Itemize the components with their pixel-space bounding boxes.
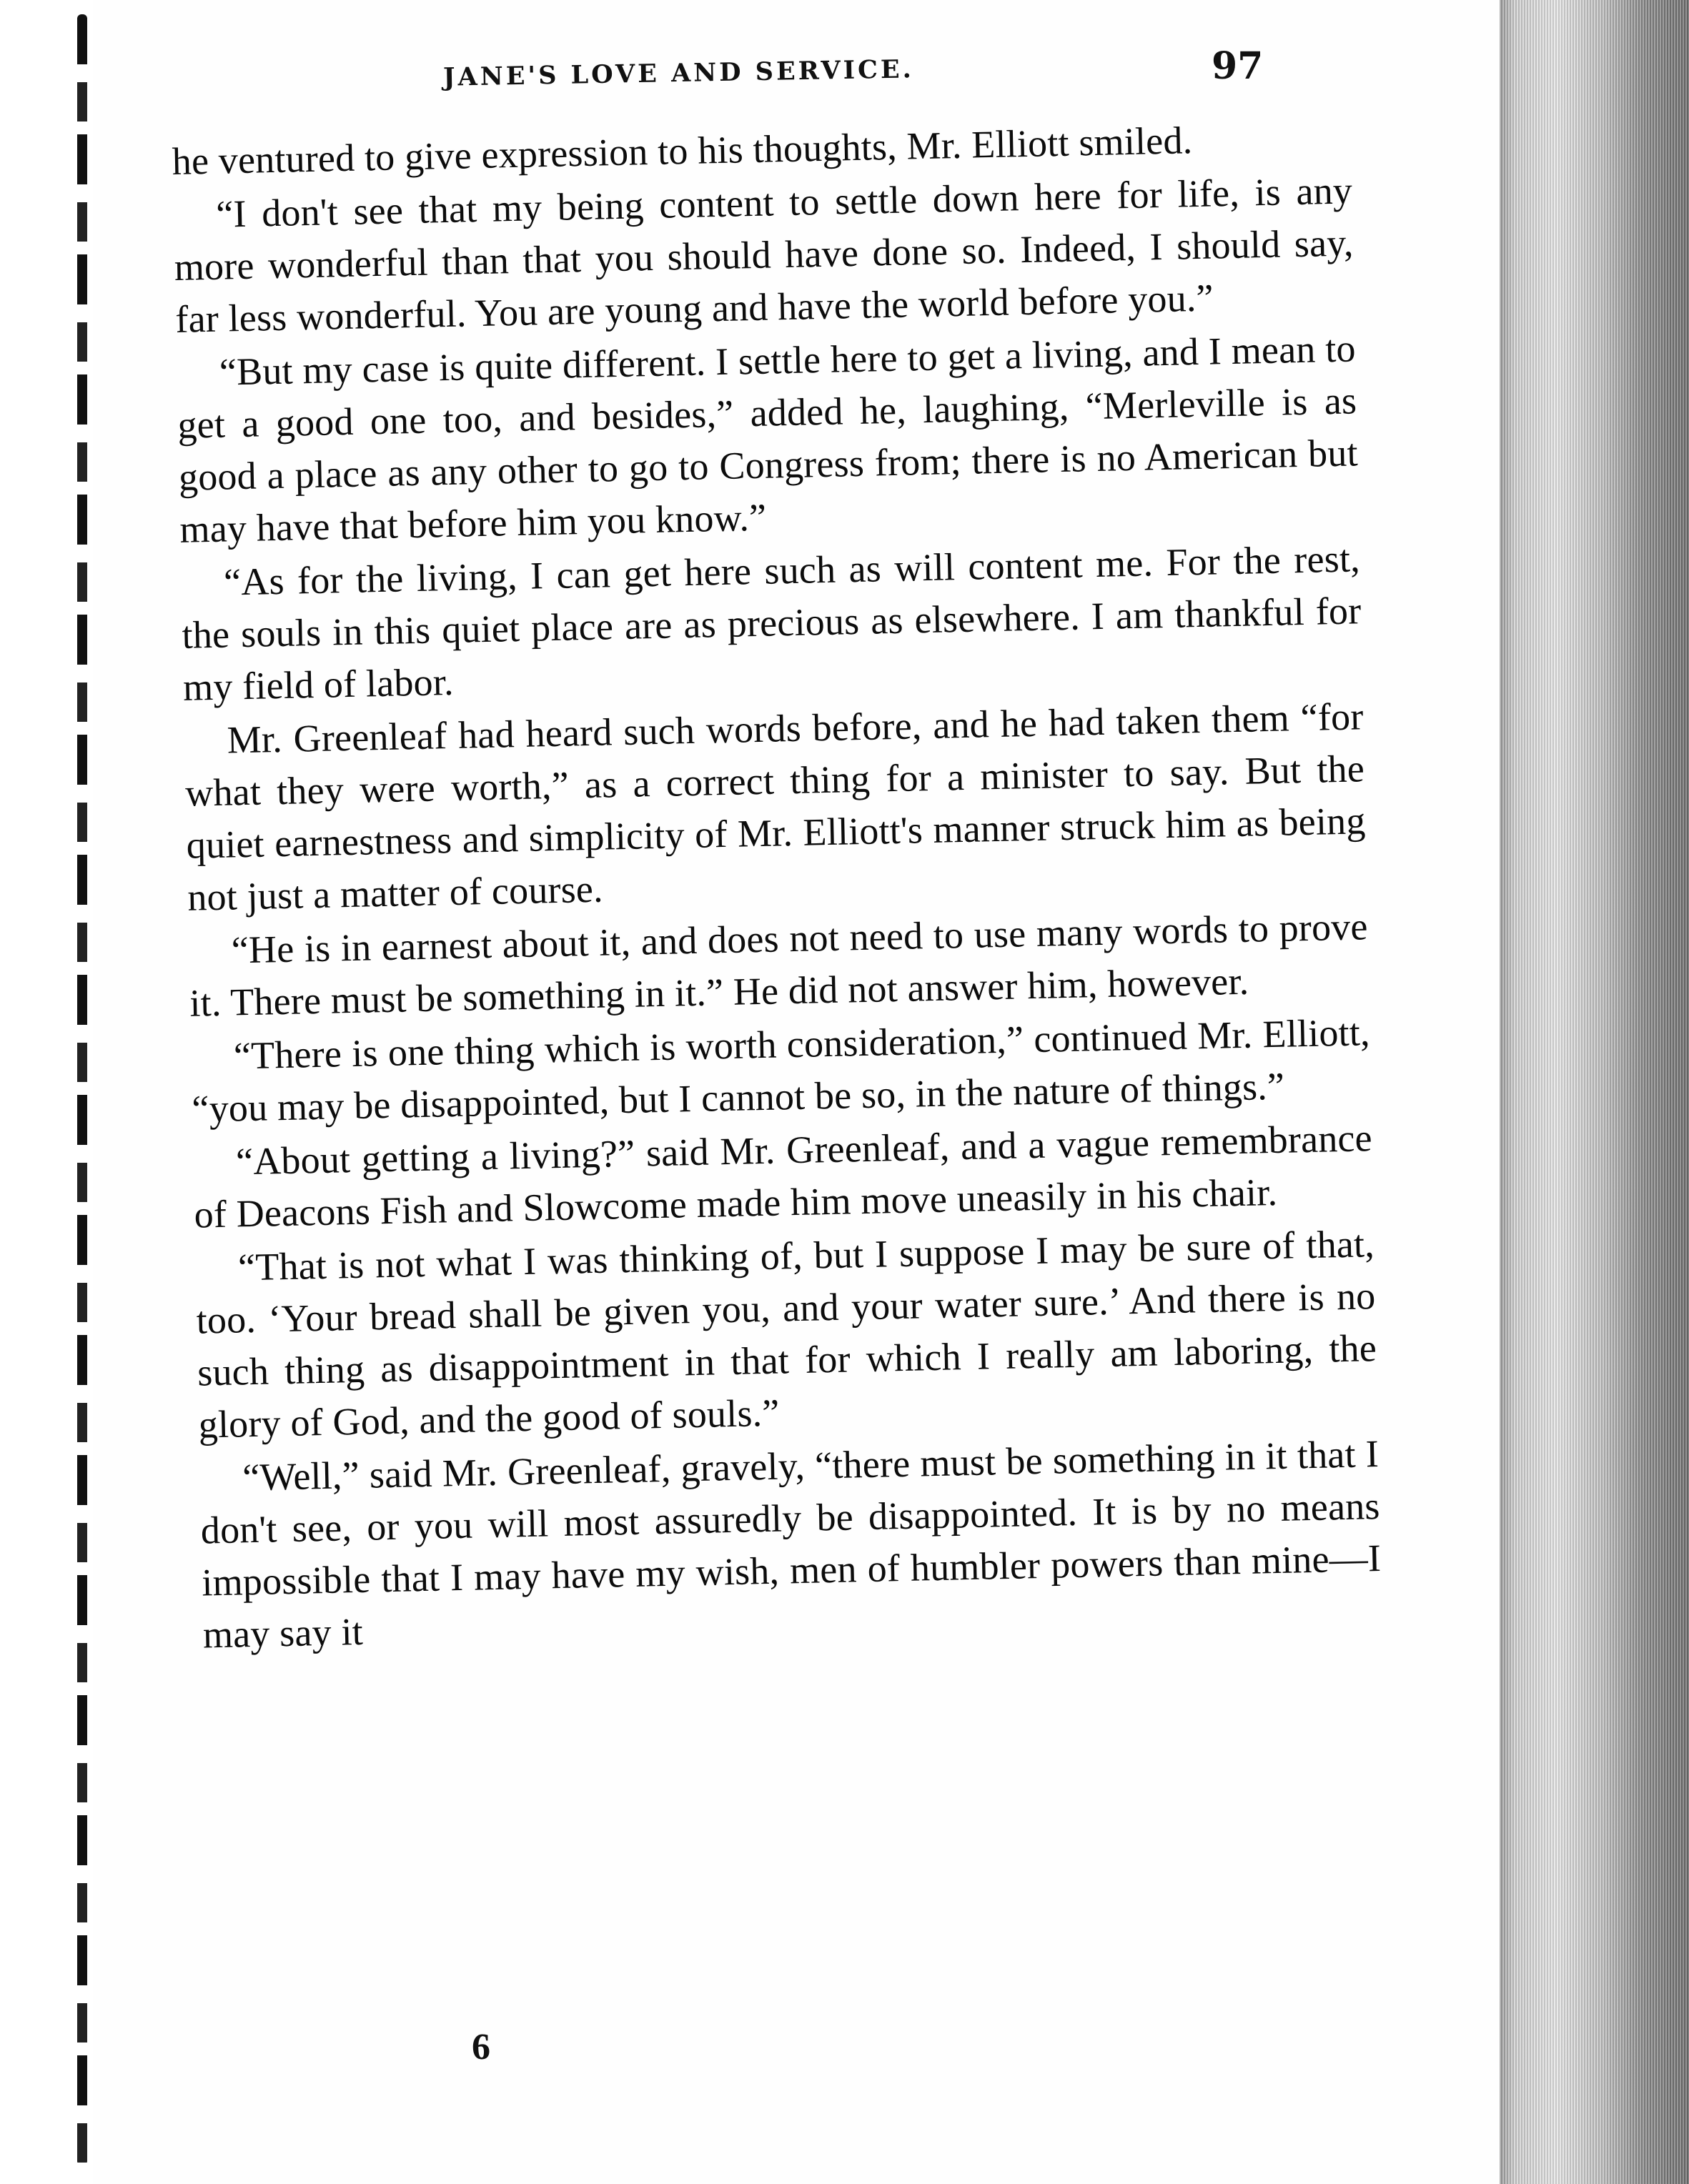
page-number: 97 <box>1212 44 1264 88</box>
page-header <box>93 44 1500 94</box>
paragraph: “That is not what I was thinking of, but I suppose I may be sure of that, too. ‘Your bread shall be given you, and your water sure.’ And there is no such thing as disappointment in that for which I really am laboring, the glory of God, and the good of souls.” <box>196 1222 1377 1446</box>
paragraph: “As for the living, I can get here such as will content me. For the rest, the souls in this quiet place are as precious as elsewhere. I am thankful for my field of labor. <box>182 537 1362 709</box>
book-page <box>93 0 1500 2184</box>
paragraph: Mr. Greenleaf had heard such words before, and he had taken them “for what they were worth,” as a correct thing for a minister to say. But the quiet earnestness and simplicity of Mr. Elliott's manner struck him as being not just a matter of course. <box>184 695 1367 919</box>
paragraph: “I don't see that my being content to settle down here for life, is any more wonderful than that you should have done so. Indeed, I should say, far less wonderful. You are young and have the world before you.” <box>174 169 1354 341</box>
running-head: JANE'S LOVE AND SERVICE. <box>442 54 915 92</box>
paragraph: “Well,” said Mr. Greenleaf, gravely, “there must be something in it that I don't see, or you will most assuredly be disappointed. It is by no means impossible that I may have my wish, men of humbler powers than mine—I may say it <box>200 1432 1382 1657</box>
book-binding-edge <box>0 0 93 2184</box>
body-text <box>172 111 1382 1662</box>
signature-mark: 6 <box>472 2027 490 2068</box>
paragraph: “There is one thing which is worth consideration,” continued Mr. Elliott, “you may be disappointed, but I cannot be so, in the nature of things.” <box>191 1011 1371 1131</box>
paragraph: he ventured to give expression to his thoughts, Mr. Elliott smiled. <box>172 119 1193 183</box>
paragraph: “About getting a living?” said Mr. Greenleaf, and a vague remembrance of Deacons Fish and Slowcome made him move uneasily in his chair. <box>193 1116 1373 1236</box>
paragraph: “But my case is quite different. I settle here to get a living, and I mean to get a good one too, and besides,” added he, laughing, “Merleville is as good a place as any other to go to Congress from; there is no American but may have that before him you know.” <box>177 327 1359 551</box>
binding-stitch-line <box>77 14 87 2165</box>
paragraph: “He is in earnest about it, and does not need to use many words to prove it. There must be something in it.” He did not answer him, however. <box>189 905 1369 1025</box>
page-edges <box>1500 0 1689 2184</box>
